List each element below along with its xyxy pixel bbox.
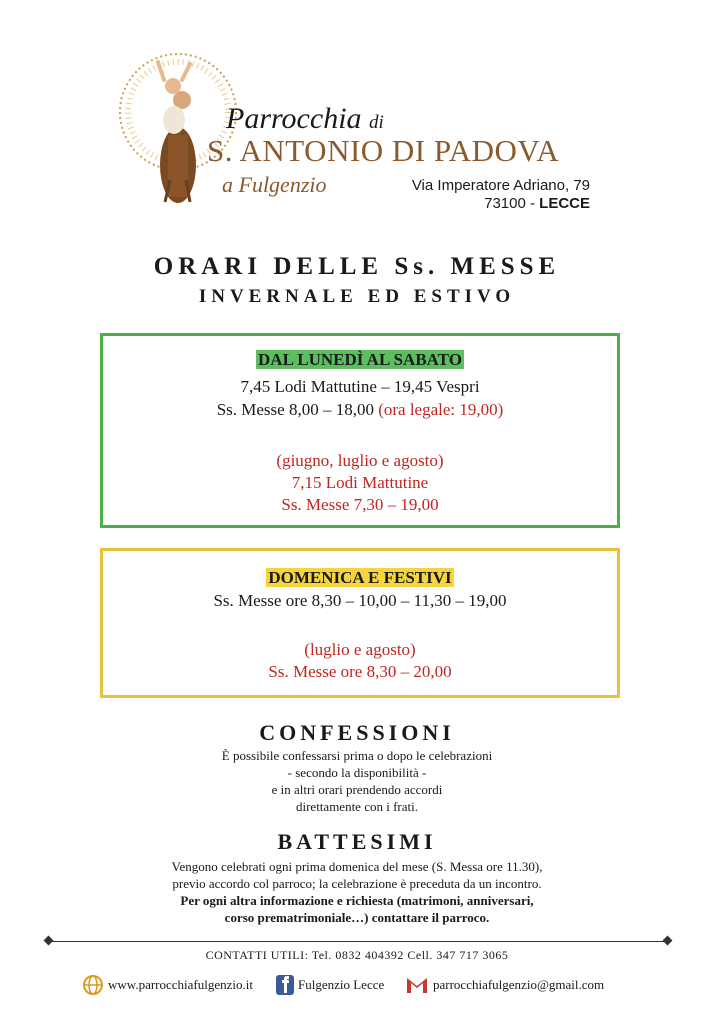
contacts-line: CONTATTI UTILI: Tel. 0832 404392 Cell. 347 717 3065 xyxy=(205,948,509,962)
globe-icon xyxy=(82,974,104,996)
sunday-masses: Ss. Messe ore 8,30 – 10,00 – 11,30 – 19,00 xyxy=(213,591,507,610)
sub-title: INVERNALE ED ESTIVO xyxy=(198,286,516,307)
weekday-summer-masses: Ss. Messe 7,30 – 19,00 xyxy=(281,495,439,514)
sunday-heading: DOMENICA E FESTIVI xyxy=(268,568,452,587)
weekday-summer-period: (giugno, luglio e agosto) xyxy=(276,451,444,470)
main-title: ORARI DELLE Ss. MESSE xyxy=(153,253,561,280)
address-postcode: 73100 - xyxy=(484,195,540,212)
address-street: Via Imperatore Adriano, 79 xyxy=(411,177,590,194)
parish-name: S. ANTONIO DI PADOVA xyxy=(207,133,560,168)
weekday-masses: Ss. Messe 8,00 – 18,00 xyxy=(216,400,379,419)
facebook-link[interactable] xyxy=(276,972,384,998)
confessions-title: CONFESSIONI xyxy=(259,720,455,745)
weekday-schedule-box xyxy=(100,333,620,528)
website-text: www.parrocchiafulgenzio.it xyxy=(108,977,253,992)
weekday-legal-time: (ora legale: 19,00) xyxy=(378,400,504,419)
parish-place: a Fulgenzio xyxy=(222,172,327,197)
confessions-line: direttamente con i frati. xyxy=(295,799,418,814)
baptisms-info-line: Per ogni altra informazione e richiesta (matrimoni, anniversari, xyxy=(180,893,534,908)
sunday-summer-period: (luglio e agosto) xyxy=(304,640,416,659)
confessions-line: È possibile confessarsi prima o dopo le celebrazioni xyxy=(221,748,493,763)
facebook-icon xyxy=(276,974,294,996)
baptisms-line: Vengono celebrati ogni prima domenica del mese (S. Messa ore 11.30), xyxy=(171,859,543,874)
gmail-icon xyxy=(405,975,429,995)
sunday-heading-row xyxy=(103,568,617,588)
divider-diamond-right xyxy=(663,936,673,946)
confessions-line: - secondo la disponibilità - xyxy=(287,765,427,780)
saint-figure xyxy=(158,62,196,203)
address-city-name: LECCE xyxy=(539,195,590,212)
footer-divider xyxy=(48,941,668,942)
weekday-heading: DAL LUNEDÌ AL SABATO xyxy=(258,350,462,369)
parish-word xyxy=(226,102,384,136)
address-city xyxy=(484,195,590,212)
email-link[interactable] xyxy=(405,972,604,998)
sunday-summer-masses: Ss. Messe ore 8,30 – 20,00 xyxy=(268,662,452,681)
baptisms-info-line: corso prematrimoniale…) contattare il parroco. xyxy=(224,910,490,925)
sunday-schedule-box xyxy=(100,548,620,698)
baptisms-line: previo accordo col parroco; la celebrazione è preceduta da un incontro. xyxy=(172,876,542,891)
weekday-lodi-vespri: 7,45 Lodi Mattutine – 19,45 Vespri xyxy=(240,377,480,396)
weekday-summer-lodi: 7,15 Lodi Mattutine xyxy=(291,473,429,492)
confessions-line: e in altri orari prendendo accordi xyxy=(271,782,443,797)
facebook-text: Fulgenzio Lecce xyxy=(298,977,385,992)
weekday-masses-row xyxy=(103,400,617,420)
weekday-heading-row xyxy=(103,350,617,370)
parish-word-text: Parrocchia xyxy=(226,102,362,135)
parish-di: di xyxy=(369,112,384,133)
baptisms-title: BATTESIMI xyxy=(277,829,437,854)
website-link[interactable] xyxy=(82,972,253,998)
email-text: parrocchiafulgenzio@gmail.com xyxy=(433,977,605,992)
